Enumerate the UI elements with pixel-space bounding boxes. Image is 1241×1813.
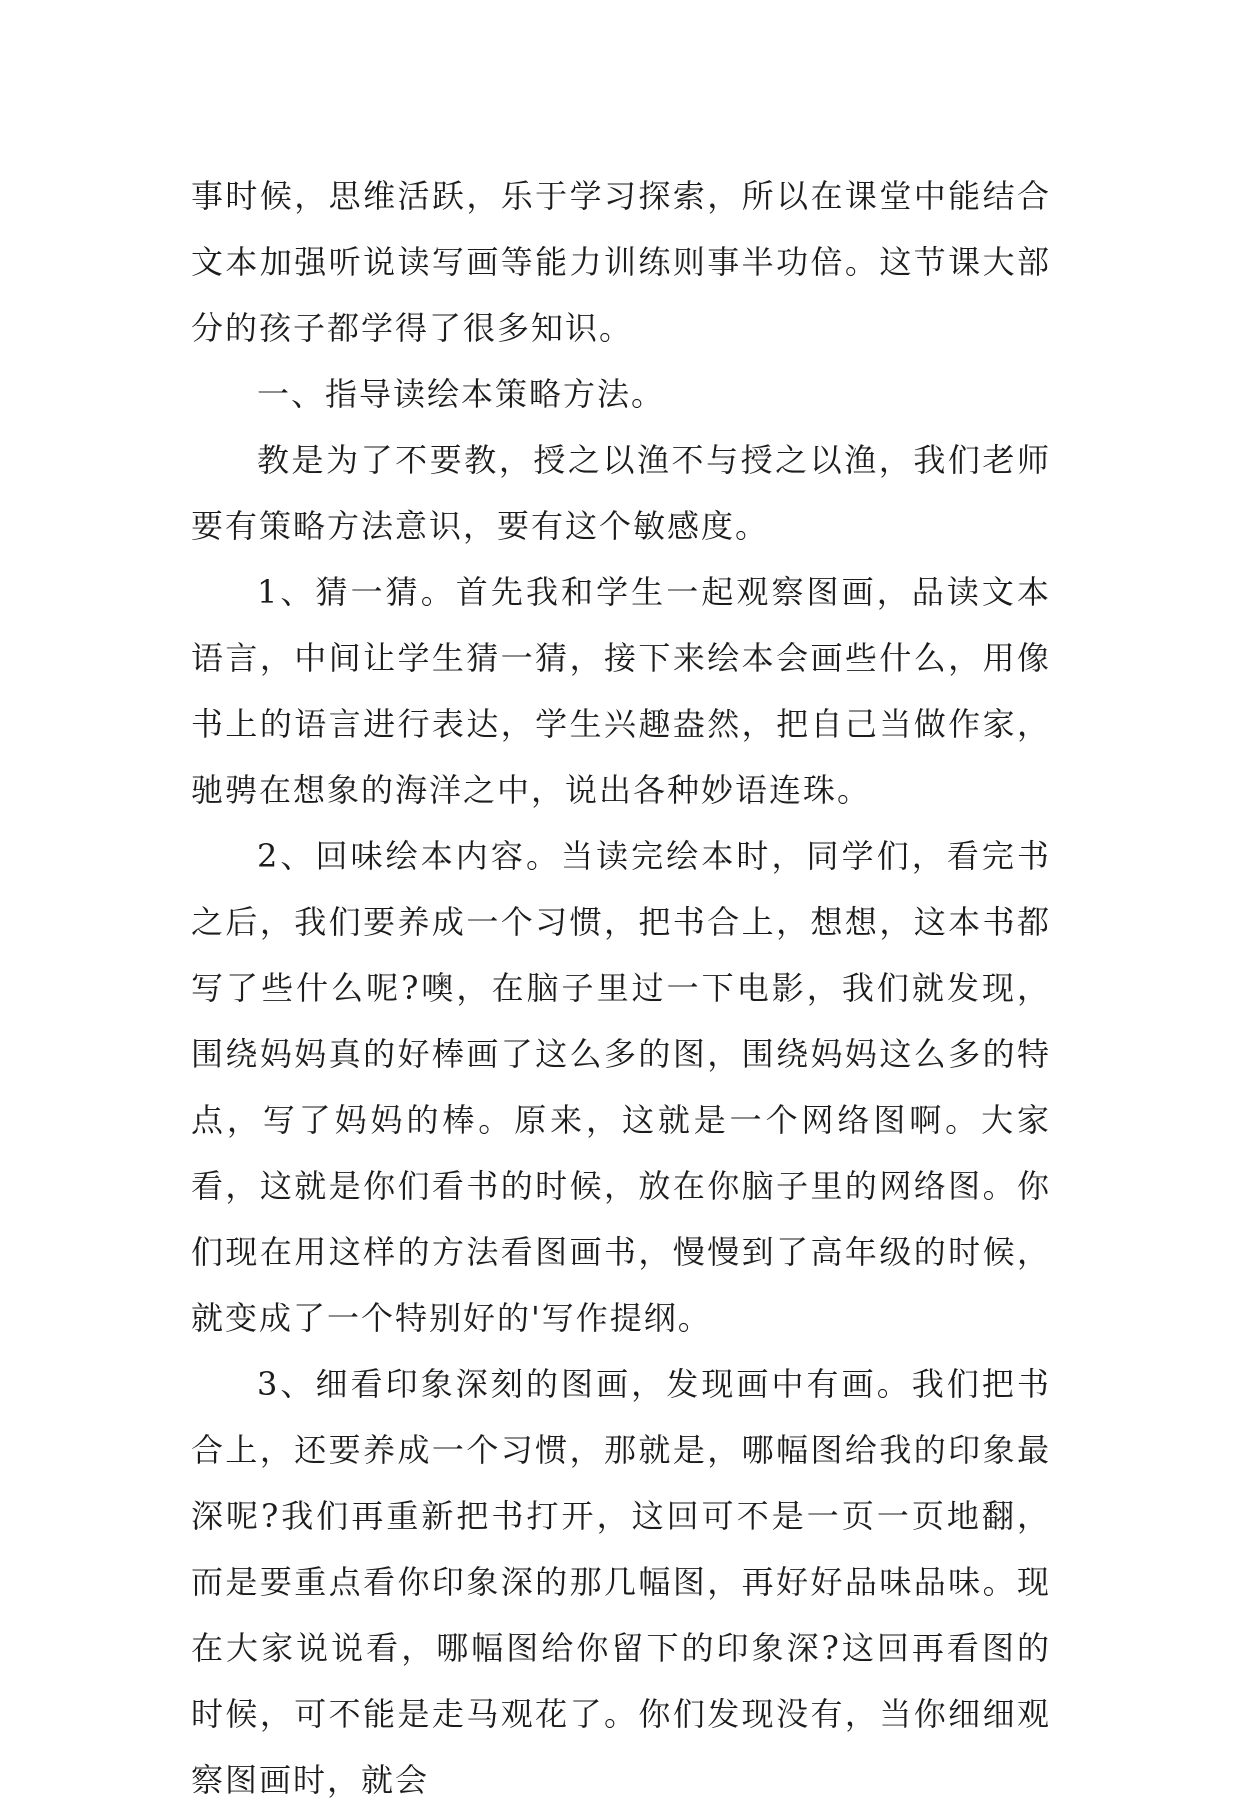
paragraph-continuation: 事时候，思维活跃，乐于学习探索，所以在课堂中能结合文本加强听说读写画等能力训练则事半功倍。这节课大部分的孩子都学得了很多知识。 [191, 177, 1051, 347]
paragraph: 教是为了不要教，授之以渔不与授之以渔，我们老师要有策略方法意识，要有这个敏感度。 [191, 441, 1051, 545]
document-body [191, 163, 1051, 1813]
paragraph-item-1: 1、猜一猜。首先我和学生一起观察图画，品读文本语言，中间让学生猜一猜，接下来绘本会画些什么，用像书上的语言进行表达，学生兴趣盎然，把自己当做作家，驰骋在想象的海洋之中，说出各种妙语连珠。 [191, 573, 1051, 809]
paragraph-item-3: 3、细看印象深刻的图画，发现画中有画。我们把书合上，还要养成一个习惯，那就是，哪幅图给我的印象最深呢?我们再重新把书打开，这回可不是一页一页地翻，而是要重点看你印象深的那几幅图，再好好品味品味。现在大家说说看，哪幅图给你留下的印象深?这回再看图的时候，可不能是走马观花了。你们发现没有，当你细细观察图画时，就会 [191, 1365, 1051, 1799]
paragraph-item-2: 2、回味绘本内容。当读完绘本时，同学们，看完书之后，我们要养成一个习惯，把书合上，想想，这本书都写了些什么呢?噢，在脑子里过一下电影，我们就发现，围绕妈妈真的好棒画了这么多的图，围绕妈妈这么多的特点，写了妈妈的棒。原来，这就是一个网络图啊。大家看，这就是你们看书的时候，放在你脑子里的网络图。你们现在用这样的方法看图画书，慢慢到了高年级的时候，就变成了一个特别好的'写作提纲。 [191, 837, 1051, 1337]
section-heading: 一、指导读绘本策略方法。 [257, 375, 666, 413]
